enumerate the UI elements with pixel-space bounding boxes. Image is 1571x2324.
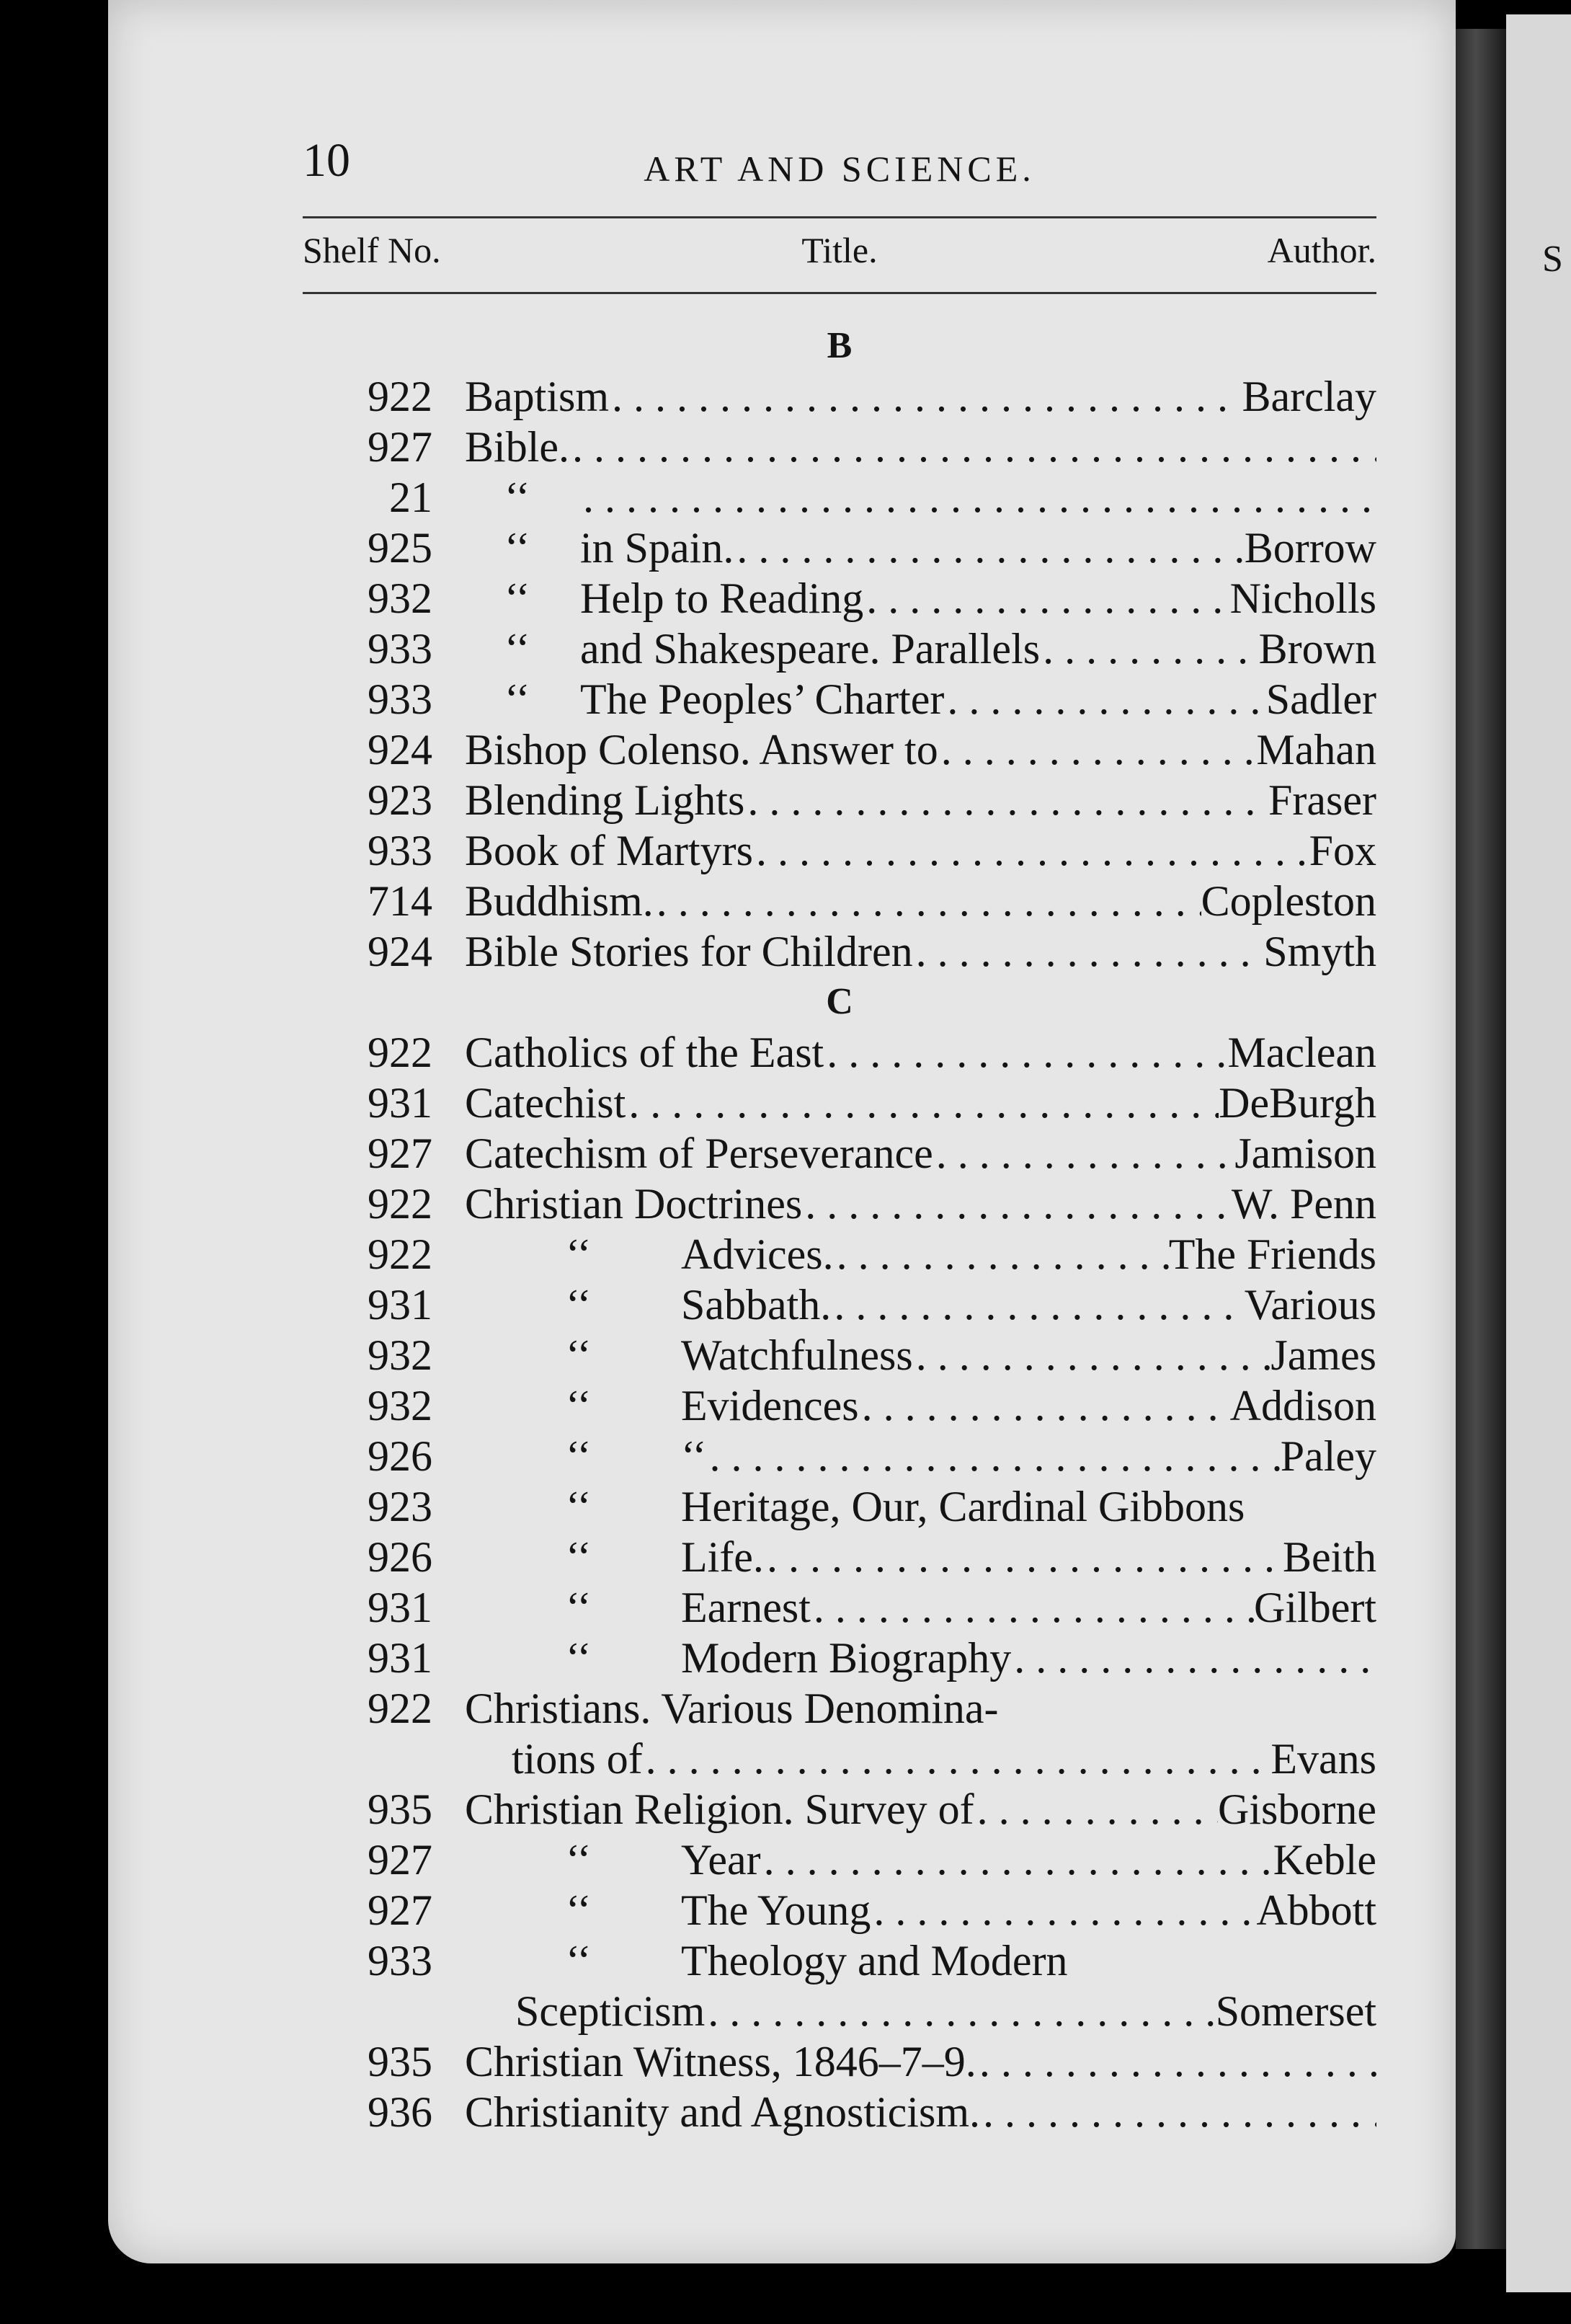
shelf-number: 923 xyxy=(368,1483,432,1530)
ditto-mark: ‘‘ xyxy=(566,1886,592,1934)
table-row xyxy=(303,422,1376,472)
entry-title: Blending Lights xyxy=(465,776,745,824)
shelf-number: 21 xyxy=(389,474,432,521)
entry-title: Scepticism xyxy=(515,1987,706,2035)
dot-leader xyxy=(976,2036,1376,2087)
shelf-number: 926 xyxy=(368,1432,432,1480)
ditto-mark: ‘‘ xyxy=(566,1937,592,1984)
table-row xyxy=(303,371,1376,422)
facing-page-letter: S xyxy=(1542,239,1563,280)
shelf-number: 933 xyxy=(368,1937,432,1984)
table-row xyxy=(303,1481,1376,1532)
shelf-number: 924 xyxy=(368,928,432,975)
dot-leader xyxy=(974,1784,1218,1835)
section-letter: B xyxy=(827,325,853,366)
table-row xyxy=(303,1128,1376,1179)
shelf-number: 931 xyxy=(368,1634,432,1682)
shelf-number: 927 xyxy=(368,1886,432,1934)
header-rule-top xyxy=(303,216,1376,218)
entry-title: Christian Religion. Survey of xyxy=(465,1786,974,1833)
dot-leader xyxy=(744,775,1268,825)
entry-author: James xyxy=(1270,1331,1376,1379)
table-row xyxy=(303,1078,1376,1128)
shelf-number: 927 xyxy=(368,423,432,471)
table-row xyxy=(303,825,1376,876)
entry-author: Mahan xyxy=(1256,726,1376,773)
shelf-number: 927 xyxy=(368,1130,432,1177)
column-header-title: Title. xyxy=(801,230,878,270)
entry-title: Earnest xyxy=(681,1584,811,1631)
dot-leader xyxy=(944,674,1265,724)
entry-title: Christians. Various Denomina- xyxy=(465,1685,999,1732)
table-row xyxy=(303,523,1376,573)
dot-leader xyxy=(871,1885,1256,1935)
entry-author: Keble xyxy=(1273,1836,1376,1884)
table-row xyxy=(303,1027,1376,1078)
entry-author: Fox xyxy=(1309,827,1376,874)
section-letter: C xyxy=(826,981,853,1022)
shelf-number: 936 xyxy=(368,2088,432,2136)
dot-leader xyxy=(654,876,1201,926)
entry-author: Fraser xyxy=(1268,776,1376,824)
entry-author: Various xyxy=(1244,1281,1376,1329)
table-row xyxy=(303,1885,1376,1935)
entry-title: Catechism of Perseverance xyxy=(465,1130,933,1177)
ditto-mark: ‘‘ xyxy=(566,1584,592,1631)
entry-title: Year xyxy=(681,1836,761,1884)
catalog-entries xyxy=(303,321,1376,2137)
entry-title: Heritage, Our, Cardinal Gibbons xyxy=(681,1483,1245,1530)
dot-leader xyxy=(753,825,1309,876)
entry-title: Sabbath. xyxy=(681,1281,832,1329)
entry-author: Copleston xyxy=(1201,877,1376,925)
entry-title: The Peoples’ Charter xyxy=(580,675,945,723)
shelf-number: 926 xyxy=(368,1533,432,1581)
entry-author: Smyth xyxy=(1263,928,1376,975)
entry-author: Brown xyxy=(1258,625,1376,673)
entry-author: Sadler xyxy=(1265,675,1376,723)
entry-author: Barclay xyxy=(1242,373,1376,420)
entry-title: Book of Martyrs xyxy=(465,827,753,874)
dot-leader xyxy=(626,1078,1219,1128)
shelf-number: 924 xyxy=(368,726,432,773)
dot-leader xyxy=(734,523,1244,573)
table-row xyxy=(303,1229,1376,1279)
shelf-number: 931 xyxy=(368,1079,432,1127)
entry-author: DeBurgh xyxy=(1219,1079,1376,1127)
dot-leader xyxy=(980,2087,1376,2137)
entry-title: Help to Reading xyxy=(580,575,864,622)
entry-title: Advices. xyxy=(681,1230,834,1278)
dot-leader xyxy=(707,1431,1281,1481)
dot-leader xyxy=(834,1229,1169,1279)
ditto-mark: ‘‘ xyxy=(566,1483,592,1530)
entry-title: Baptism xyxy=(465,373,610,420)
shelf-number xyxy=(303,1986,465,2036)
table-row xyxy=(303,1582,1376,1633)
ditto-mark: ‘‘ xyxy=(566,1382,592,1429)
dot-leader xyxy=(705,1986,1215,2036)
entry-title: Catechist xyxy=(465,1079,626,1127)
table-row xyxy=(303,1835,1376,1885)
shelf-number: 931 xyxy=(368,1584,432,1631)
entry-author: Addison xyxy=(1229,1382,1376,1429)
entry-title: Bible Stories for Children xyxy=(465,928,913,975)
table-row xyxy=(303,1532,1376,1582)
shelf-number: 927 xyxy=(368,1836,432,1884)
entry-title: Catholics of the East xyxy=(465,1029,824,1076)
dot-leader xyxy=(938,724,1257,775)
running-head: ART AND SCIENCE. xyxy=(644,148,1036,189)
ditto-mark: ‘‘ xyxy=(504,575,530,622)
table-row xyxy=(303,1683,1376,1734)
dot-leader xyxy=(1011,1633,1376,1683)
entry-author: Paley xyxy=(1280,1432,1376,1480)
entry-title: ‘‘ xyxy=(681,1432,707,1480)
dot-leader xyxy=(1040,624,1259,674)
entry-title: in Spain. xyxy=(580,524,734,572)
ditto-mark: ‘‘ xyxy=(566,1836,592,1884)
dot-leader xyxy=(764,1532,1283,1582)
dot-leader xyxy=(831,1279,1244,1330)
shelf-number: 933 xyxy=(368,675,432,723)
table-row xyxy=(303,1380,1376,1431)
table-row xyxy=(303,775,1376,825)
column-header-author: Author. xyxy=(1267,230,1376,270)
shelf-number: 922 xyxy=(368,1029,432,1076)
table-row xyxy=(303,624,1376,674)
dot-leader xyxy=(811,1582,1254,1633)
shelf-number: 925 xyxy=(368,524,432,572)
entry-author: Jamison xyxy=(1234,1130,1376,1177)
table-row xyxy=(303,1935,1376,1986)
shelf-number: 933 xyxy=(368,827,432,874)
dot-leader xyxy=(863,573,1229,624)
entry-title: Watchfulness xyxy=(681,1331,913,1379)
shelf-number xyxy=(303,1734,465,1784)
entry-author: Maclean xyxy=(1227,1029,1376,1076)
table-row xyxy=(303,876,1376,926)
ditto-mark: ‘‘ xyxy=(566,1432,592,1480)
entry-author: W. Penn xyxy=(1231,1180,1376,1228)
facing-page-edge xyxy=(1506,14,1571,2292)
entry-title: Christian Witness, 1846–7–9. xyxy=(465,2038,976,2085)
entry-author: Abbott xyxy=(1256,1886,1376,1934)
shelf-number: 714 xyxy=(368,877,432,925)
dot-leader xyxy=(802,1179,1232,1229)
table-row xyxy=(303,926,1376,977)
dot-leader xyxy=(569,422,1376,472)
entry-title: Christianity and Agnosticism. xyxy=(465,2088,980,2136)
shelf-number: 932 xyxy=(368,1331,432,1379)
page-number: 10 xyxy=(303,134,350,187)
entry-title: and Shakespeare. Parallels xyxy=(580,625,1041,673)
table-row xyxy=(303,1784,1376,1835)
dot-leader xyxy=(859,1380,1230,1431)
ditto-mark: ‘‘ xyxy=(504,675,530,723)
entry-title: Modern Biography xyxy=(681,1634,1012,1682)
ditto-mark: ‘‘ xyxy=(566,1634,592,1682)
entry-title: Bishop Colenso. Answer to xyxy=(465,726,938,773)
entry-title: Theology and Modern xyxy=(681,1937,1068,1984)
table-row xyxy=(303,1330,1376,1380)
table-row xyxy=(303,1179,1376,1229)
ditto-mark: ‘‘ xyxy=(566,1281,592,1329)
dot-leader xyxy=(609,371,1242,422)
shelf-number: 922 xyxy=(368,1230,432,1278)
shelf-number: 932 xyxy=(368,575,432,622)
table-row xyxy=(303,2036,1376,2087)
shelf-number: 922 xyxy=(368,1685,432,1732)
ditto-mark: ‘‘ xyxy=(504,474,530,521)
shelf-number: 922 xyxy=(368,373,432,420)
dot-leader xyxy=(913,926,1264,977)
ditto-mark: ‘‘ xyxy=(504,625,530,673)
entry-author: Gisborne xyxy=(1218,1786,1376,1833)
shelf-number: 931 xyxy=(368,1281,432,1329)
entry-title: The Young xyxy=(681,1886,871,1934)
entry-title: Evidences xyxy=(681,1382,859,1429)
entry-author: Somerset xyxy=(1215,1987,1376,2035)
table-row xyxy=(303,1986,1376,2036)
ditto-mark: ‘‘ xyxy=(566,1533,592,1581)
table-row xyxy=(303,724,1376,775)
shelf-number: 935 xyxy=(368,1786,432,1833)
entry-title: Christian Doctrines xyxy=(465,1180,803,1228)
header-rule-bottom xyxy=(303,292,1376,294)
ditto-mark: ‘‘ xyxy=(566,1331,592,1379)
entry-title: tions of xyxy=(512,1735,643,1783)
table-row xyxy=(303,1734,1376,1784)
entry-title: Buddhism. xyxy=(465,877,654,925)
table-row xyxy=(303,1279,1376,1330)
entry-author: Nicholls xyxy=(1229,575,1376,622)
shelf-number: 935 xyxy=(368,2038,432,2085)
table-row xyxy=(303,472,1376,523)
table-row xyxy=(303,1431,1376,1481)
table-row xyxy=(303,2087,1376,2137)
shelf-number: 932 xyxy=(368,1382,432,1429)
dot-leader xyxy=(933,1128,1235,1179)
ditto-mark: ‘‘ xyxy=(566,1230,592,1278)
column-header-shelf: Shelf No. xyxy=(303,230,441,270)
dot-leader xyxy=(643,1734,1271,1784)
shelf-number: 923 xyxy=(368,776,432,824)
dot-leader xyxy=(913,1330,1271,1380)
book-spine xyxy=(1456,29,1506,2249)
shelf-number: 922 xyxy=(368,1180,432,1228)
ditto-mark: ‘‘ xyxy=(504,524,530,572)
table-row xyxy=(303,573,1376,624)
entry-author: Beith xyxy=(1283,1533,1376,1581)
dot-leader xyxy=(580,472,1376,523)
entry-title: Bible. xyxy=(465,423,569,471)
entry-author: Borrow xyxy=(1244,524,1376,572)
entry-title: Life. xyxy=(681,1533,764,1581)
entry-author: Evans xyxy=(1270,1735,1376,1783)
dot-leader xyxy=(824,1027,1227,1078)
dot-leader xyxy=(761,1835,1273,1885)
entry-author: The Friends xyxy=(1168,1230,1376,1278)
entry-author: Gilbert xyxy=(1254,1584,1376,1631)
shelf-number: 933 xyxy=(368,625,432,673)
table-row xyxy=(303,674,1376,724)
table-row xyxy=(303,1633,1376,1683)
